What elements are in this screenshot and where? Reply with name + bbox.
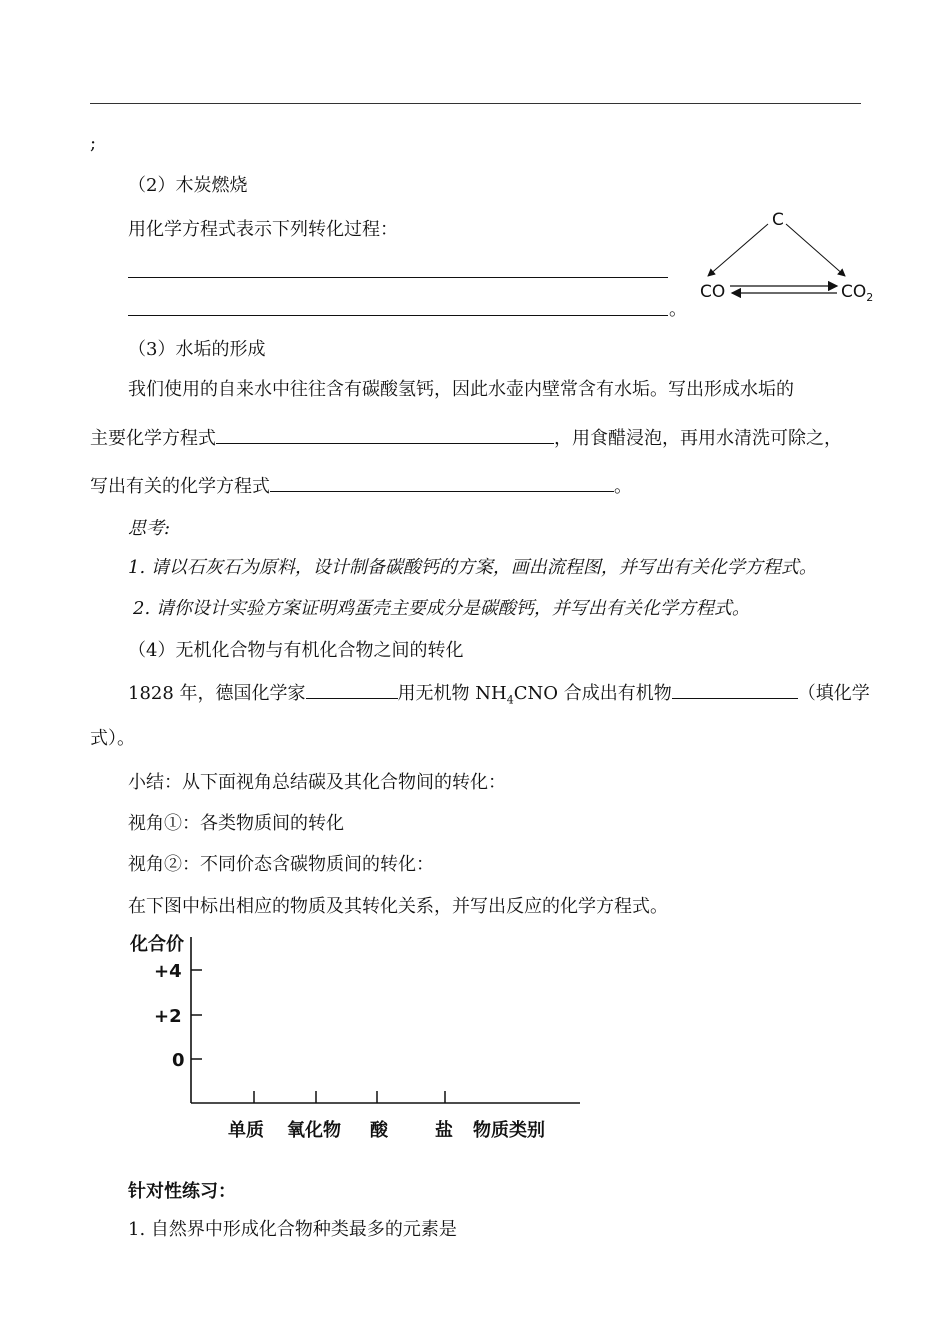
blank-chemist-name[interactable]	[306, 680, 398, 699]
y-axis-label: 化合价	[130, 934, 184, 955]
blank-vinegar-equation[interactable]	[270, 473, 614, 492]
y-tick-label: 0	[172, 1050, 185, 1071]
think-item-1: 1. 请以石灰石为原料，设计制备碳酸钙的方案，画出流程图，并写出有关化学方程式。	[128, 557, 817, 578]
section-3-line-2-end: ，用食醋浸泡，再用水清洗可除之，	[554, 428, 842, 449]
section-3-line-1: 我们使用的自来水中往往含有碳酸氢钙，因此水壶内壁常含有水垢。写出形成水垢的	[128, 379, 794, 400]
section-3-line-2-start: 主要化学方程式	[90, 428, 216, 449]
section-4-line-1	[128, 680, 870, 713]
section-4-title: （4）无机化合物与有机化合物之间的转化	[128, 640, 464, 661]
think-item-2: 2. 请你设计实验方案证明鸡蛋壳主要成分是碳酸钙，并写出有关化学方程式。	[133, 598, 750, 619]
y-tick-label: +2	[154, 1006, 182, 1027]
summary-text: 小结：从下面视角总结碳及其化合物间的转化：	[128, 772, 506, 793]
section-4-line-2: 式）。	[90, 728, 135, 749]
section-3-line-2	[90, 425, 842, 451]
section-3-line-3	[90, 473, 632, 499]
blank-organic-formula[interactable]	[672, 680, 798, 699]
x-label: 酸	[370, 1120, 388, 1141]
x-axis-title: 物质类别	[473, 1120, 545, 1141]
section-4-text-c: CNO 合成出有机物	[513, 683, 672, 704]
x-label: 盐	[435, 1120, 453, 1141]
instruction-text: 在下图中标出相应的物质及其转化关系，并写出反应的化学方程式。	[128, 896, 668, 917]
view-1-text: 视角①：各类物质间的转化	[128, 813, 344, 834]
blank-scale-equation[interactable]	[216, 425, 554, 444]
section-2-end-mark: 。	[669, 299, 687, 320]
practice-item-1: 1. 自然界中形成化合物种类最多的元素是	[128, 1219, 457, 1240]
subscript-4: 4	[506, 693, 514, 707]
section-2-prompt: 用化学方程式表示下列转化过程：	[128, 219, 398, 240]
x-label: 氧化物	[287, 1120, 341, 1141]
answer-line-2[interactable]	[128, 315, 668, 316]
section-4-text-b: 用无机物 NH	[397, 683, 507, 704]
view-2-text: 视角②：不同价态含碳物质间的转化：	[128, 854, 434, 875]
arrow-c-to-co2	[786, 224, 845, 276]
section-4-text-a: 1828 年，德国化学家	[128, 683, 306, 704]
valence-diagram	[120, 925, 580, 1155]
think-title: 思考:	[128, 518, 171, 539]
y-tick-label: +4	[154, 961, 182, 982]
semicolon-mark: ;	[90, 133, 97, 154]
section-2-title: （2）木炭燃烧	[128, 175, 248, 196]
carbon-conversion-diagram	[690, 200, 890, 310]
arrow-c-to-co	[708, 224, 768, 276]
section-3-title: （3）水垢的形成	[128, 339, 266, 360]
triangle-left-label: CO	[700, 282, 726, 302]
practice-title: 针对性练习：	[128, 1181, 236, 1202]
triangle-right-label: $CO_2$	[841, 282, 874, 304]
section-3-line-3-end: 。	[614, 476, 632, 497]
x-label: 单质	[228, 1120, 264, 1141]
triangle-top-label: C	[772, 210, 784, 230]
section-3-line-3-start: 写出有关的化学方程式	[90, 476, 270, 497]
header-rule	[90, 103, 861, 104]
answer-line-1[interactable]	[128, 277, 668, 278]
section-4-text-d: （填化学	[797, 683, 870, 704]
